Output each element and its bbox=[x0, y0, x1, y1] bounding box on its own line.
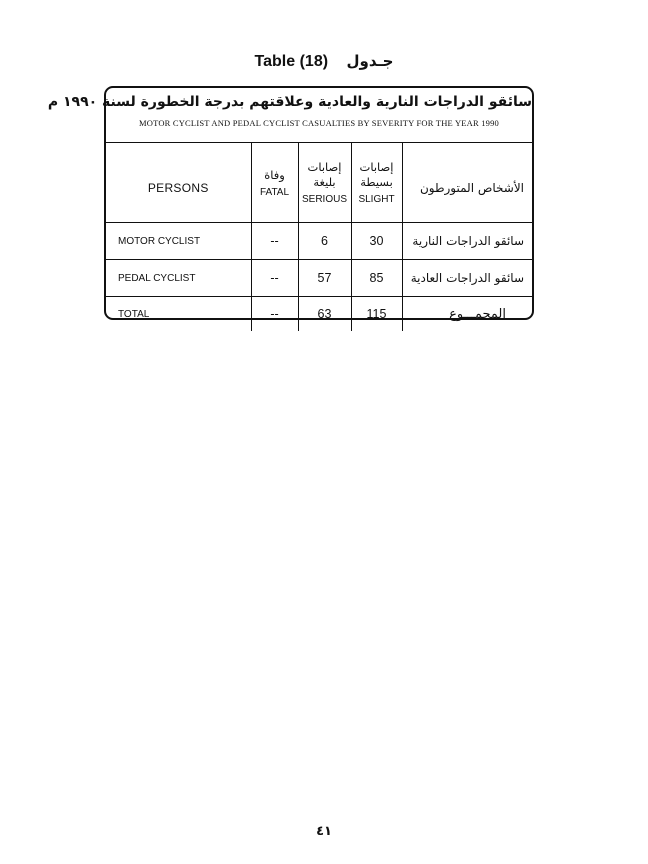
header-fatal-en: FATAL bbox=[259, 186, 290, 198]
header-slight-en: SLIGHT bbox=[358, 194, 395, 205]
casualties-grid bbox=[106, 143, 532, 331]
table-caption bbox=[0, 52, 648, 71]
header-fatal-ar: وفاة bbox=[264, 167, 285, 182]
row-person-en: MOTOR CYCLIST bbox=[106, 223, 251, 260]
row-fatal-value: -- bbox=[251, 223, 298, 260]
row-person-en: PEDAL CYCLIST bbox=[106, 260, 251, 297]
header-slight-ar-line2: بسيطة bbox=[360, 175, 393, 189]
casualties-table-box bbox=[47, 86, 534, 322]
total-label-ar: المجمـــوع bbox=[449, 306, 506, 322]
header-slight-ar-line1: إصابات bbox=[359, 160, 394, 174]
caption-english: Table (18) bbox=[254, 53, 329, 70]
header-serious-ar-line1: إصابات bbox=[307, 160, 342, 174]
page-number: ٤١ bbox=[316, 824, 332, 839]
row-serious-value: 57 bbox=[298, 260, 351, 297]
header-serious-en: SERIOUS bbox=[301, 194, 347, 205]
header-serious bbox=[298, 143, 351, 223]
header-fatal bbox=[251, 143, 298, 223]
header-persons-en: PERSONS bbox=[106, 143, 251, 223]
row-serious-value: 6 bbox=[298, 223, 351, 260]
total-row bbox=[106, 297, 532, 332]
table-title-arabic: سائقو الدراجات النارية والعادية وعلاقتهم بدرجة الخطورة لسنة ١٩٩٠ م bbox=[47, 94, 532, 110]
table-title-area bbox=[47, 88, 532, 143]
row-person-ar: سائقو الدراجات النارية bbox=[402, 223, 532, 260]
table-row bbox=[106, 223, 532, 260]
total-slight-value: 115 bbox=[351, 297, 402, 332]
total-fatal-value: -- bbox=[251, 297, 298, 332]
header-row bbox=[106, 143, 532, 223]
caption-arabic: جـدول bbox=[346, 52, 394, 70]
table-row bbox=[106, 260, 532, 297]
row-slight-value: 30 bbox=[351, 223, 402, 260]
total-serious-value: 63 bbox=[298, 297, 351, 332]
total-label-en: TOTAL bbox=[106, 297, 251, 332]
header-persons-ar: الأشخاص المتورطون bbox=[402, 143, 532, 223]
row-slight-value: 85 bbox=[351, 260, 402, 297]
header-serious-ar-line2: بليغة bbox=[313, 175, 336, 189]
header-slight bbox=[351, 143, 402, 223]
row-fatal-value: -- bbox=[251, 260, 298, 297]
table-title-english: MOTOR CYCLIST AND PEDAL CYCLIST CASUALTIES BY SEVERITY FOR THE YEAR 1990 bbox=[138, 118, 500, 128]
row-person-ar: سائقو الدراجات العادية bbox=[402, 260, 532, 297]
